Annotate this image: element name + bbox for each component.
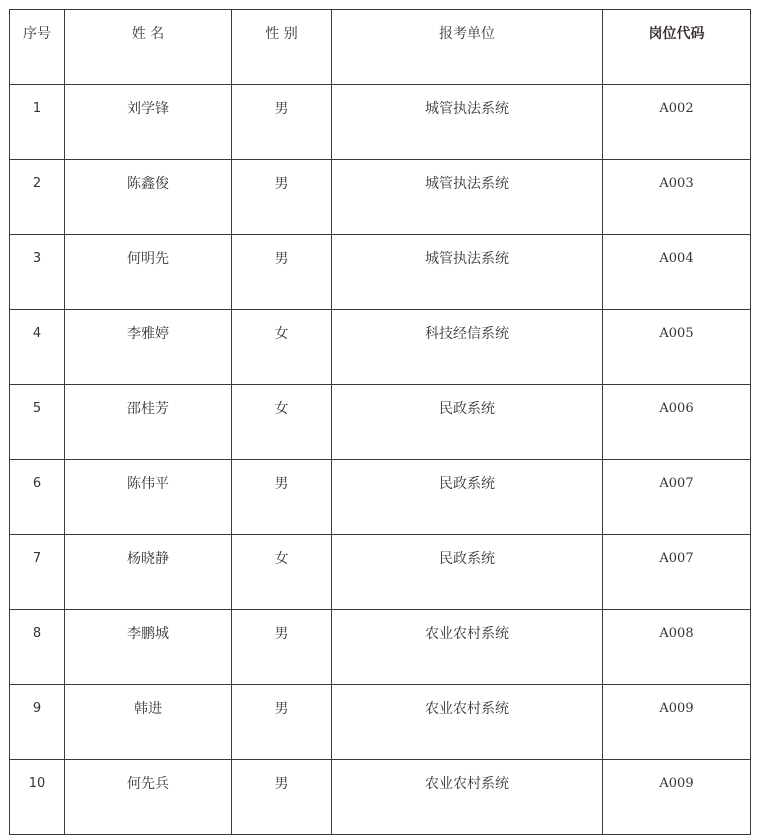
- cell-code: A006: [603, 385, 751, 460]
- table-header-row: [10, 10, 751, 85]
- cell-name: 何明先: [65, 235, 232, 310]
- cell-name: 何先兵: [65, 760, 232, 835]
- cell-code: A007: [603, 460, 751, 535]
- cell-gender: 女: [232, 310, 332, 385]
- cell-code: A009: [603, 760, 751, 835]
- table-row: [10, 385, 751, 460]
- cell-gender: 男: [232, 160, 332, 235]
- cell-unit: 城管执法系统: [332, 160, 603, 235]
- table-row: [10, 610, 751, 685]
- cell-name: 李鹏城: [65, 610, 232, 685]
- cell-unit: 农业农村系统: [332, 610, 603, 685]
- table-row: [10, 160, 751, 235]
- cell-unit: 民政系统: [332, 385, 603, 460]
- cell-no: 7: [10, 535, 65, 610]
- cell-no: 3: [10, 235, 65, 310]
- table-row: [10, 310, 751, 385]
- cell-code: A004: [603, 235, 751, 310]
- cell-no: 10: [10, 760, 65, 835]
- cell-gender: 女: [232, 385, 332, 460]
- cell-unit: 农业农村系统: [332, 760, 603, 835]
- cell-unit: 城管执法系统: [332, 235, 603, 310]
- cell-unit: 城管执法系统: [332, 85, 603, 160]
- header-name: 姓 名: [65, 10, 232, 85]
- cell-code: A009: [603, 685, 751, 760]
- cell-name: 李雅婷: [65, 310, 232, 385]
- cell-no: 5: [10, 385, 65, 460]
- table-row: [10, 685, 751, 760]
- table-row: [10, 85, 751, 160]
- header-code: 岗位代码: [603, 10, 751, 85]
- cell-gender: 男: [232, 760, 332, 835]
- header-gender: 性 别: [232, 10, 332, 85]
- cell-code: A003: [603, 160, 751, 235]
- cell-unit: 科技经信系统: [332, 310, 603, 385]
- cell-no: 1: [10, 85, 65, 160]
- table-row: [10, 235, 751, 310]
- header-no: 序号: [10, 10, 65, 85]
- cell-unit: 农业农村系统: [332, 685, 603, 760]
- cell-no: 4: [10, 310, 65, 385]
- cell-code: A005: [603, 310, 751, 385]
- cell-name: 邵桂芳: [65, 385, 232, 460]
- cell-code: A008: [603, 610, 751, 685]
- cell-no: 9: [10, 685, 65, 760]
- table-row: [10, 760, 751, 835]
- cell-gender: 男: [232, 610, 332, 685]
- cell-name: 杨晓静: [65, 535, 232, 610]
- cell-gender: 男: [232, 460, 332, 535]
- cell-no: 8: [10, 610, 65, 685]
- table-row: [10, 460, 751, 535]
- cell-gender: 女: [232, 535, 332, 610]
- cell-name: 刘学锋: [65, 85, 232, 160]
- cell-no: 2: [10, 160, 65, 235]
- cell-code: A002: [603, 85, 751, 160]
- cell-name: 韩进: [65, 685, 232, 760]
- applicant-table: [9, 9, 751, 835]
- header-unit: 报考单位: [332, 10, 603, 85]
- cell-unit: 民政系统: [332, 460, 603, 535]
- cell-unit: 民政系统: [332, 535, 603, 610]
- table-row: [10, 535, 751, 610]
- cell-gender: 男: [232, 685, 332, 760]
- cell-name: 陈伟平: [65, 460, 232, 535]
- cell-gender: 男: [232, 235, 332, 310]
- cell-name: 陈鑫俊: [65, 160, 232, 235]
- cell-gender: 男: [232, 85, 332, 160]
- cell-no: 6: [10, 460, 65, 535]
- cell-code: A007: [603, 535, 751, 610]
